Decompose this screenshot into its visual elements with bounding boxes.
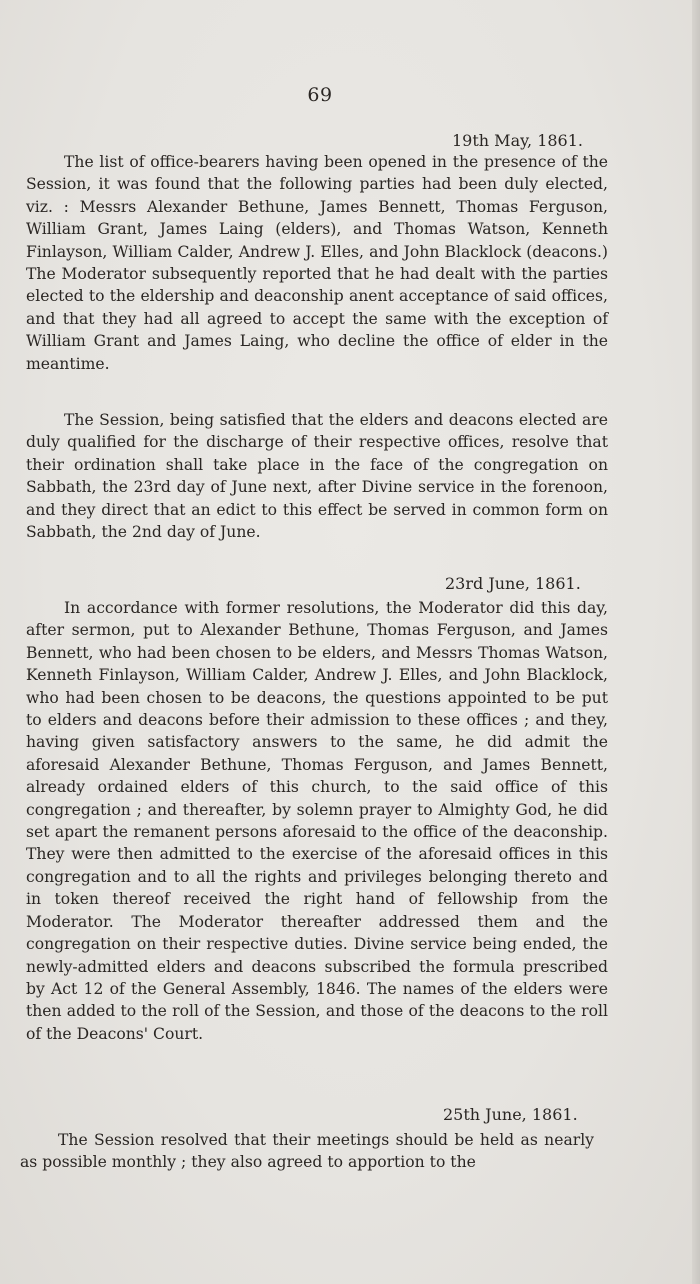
- page-edge-shadow: [692, 0, 700, 1284]
- paragraph-text: The Session, being satisfied that the elders and deacons elected are duly qualified for the discharge of their respective offices, resolve that their ordination shall take place in the face of the congregation on Sabbath, the 23rd day of June next, after Divine service in the forenoon, and they direct that an edict to this effect be served in common form on Sabbath, the 2nd day of June.: [26, 411, 608, 542]
- minute-paragraph: [26, 597, 608, 1045]
- minute-paragraph: [26, 151, 608, 375]
- paragraph-text: The Session resolved that their meetings should be held as nearly as possible monthly ; they also agreed to apportion to the: [20, 1131, 594, 1172]
- page-number: 69: [307, 84, 333, 106]
- entry-date: 19th May, 1861.: [452, 131, 583, 150]
- entry-date: 25th June, 1861.: [443, 1105, 578, 1124]
- paragraph-text: The list of office-bearers having been opened in the presence of the Session, it was found that the following parties had been duly elected, viz. : Messrs Alexander Bethune, James Bennett, Thomas Ferguson, William Grant, James Laing (elders), and Thomas Watson, Kenneth Finlayson, William Calder, Andrew J. Elles, and John Blacklock (deacons.) The Moderator subsequently reported that he had dealt with the parties elected to the eldership and deaconship anent acceptance of said offices, and that they had all agreed to accept the same with the exception of William Grant and James Laing, who decline the office of elder in the meantime.: [26, 153, 608, 373]
- minute-paragraph: [26, 409, 608, 543]
- entry-date: 23rd June, 1861.: [445, 574, 581, 593]
- paragraph-text: In accordance with former resolutions, the Moderator did this day, after sermon, put to Alexander Bethune, Thomas Ferguson, and James Bennett, who had been chosen to be elders, and Messrs Thomas Watson, Kenneth Finlayson, William Calder, Andrew J. Elles, and John Blacklock, who had been chosen to be deacons, the questions appointed to be put to elders and deacons before their admission to these offices ; and they, having given satisfactory answers to the same, he did admit the aforesaid Alexander Bethune, Thomas Ferguson, and James Bennett, already ordained elders of this church, to the said office of this congregation ; and thereafter, by solemn prayer to Almighty God, he did set apart the remanent persons aforesaid to the office of the deaconship. They were then admitted to the exercise of the aforesaid offices in this congregation and to all the rights and privileges belonging thereto and in token thereof received the right hand of fellowship from the Moderator. The Moderator thereafter addressed them and the congregation on their respective duties. Divine service being ended, the newly-admitted elders and deacons subscribed the formula prescribed by Act 12 of the General Assembly, 1846. The names of the elders were then added to the roll of the Session, and those of the deacons to the roll of the Deacons' Court.: [26, 599, 608, 1043]
- minute-paragraph: [20, 1129, 594, 1174]
